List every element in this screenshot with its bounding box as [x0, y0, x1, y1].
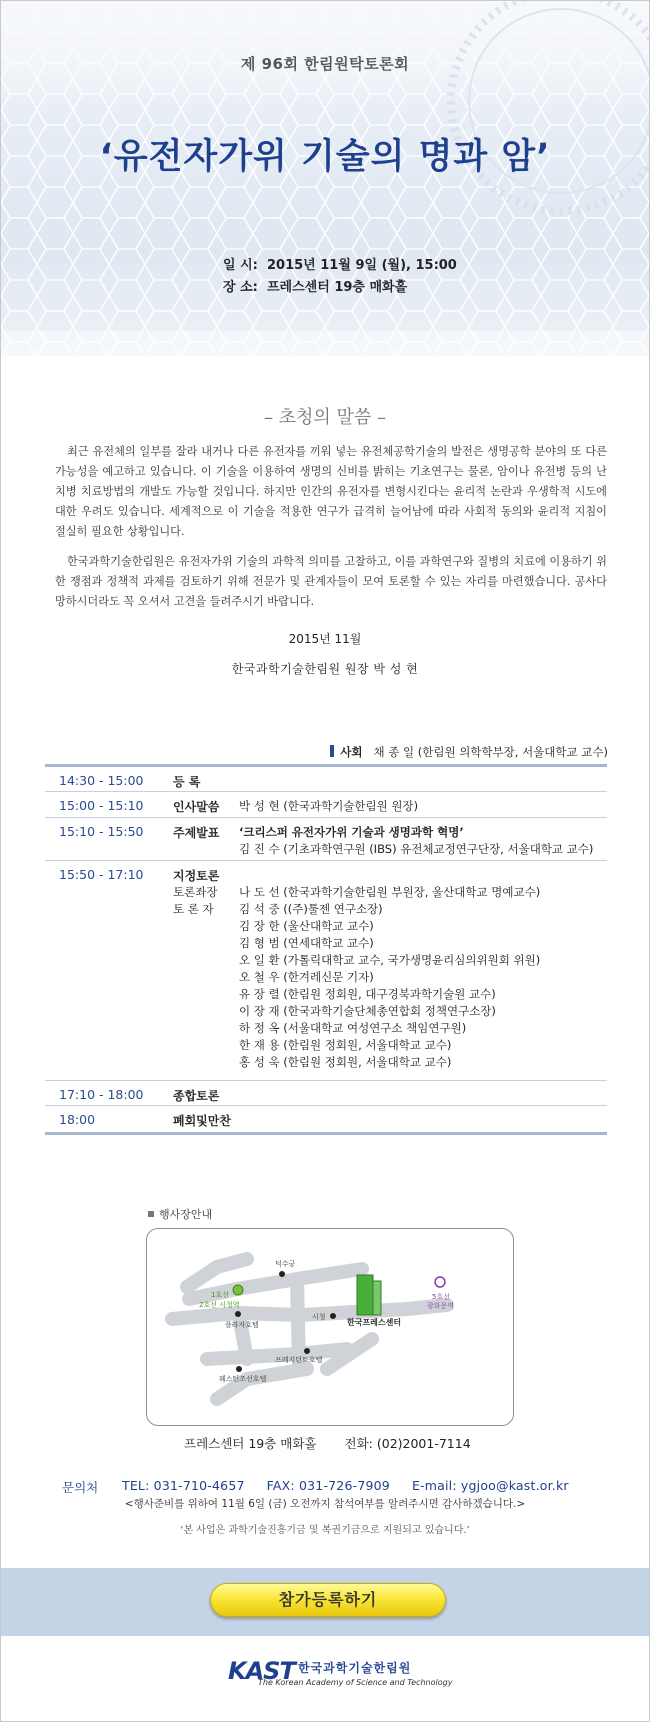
- program-time: 15:00 - 15:10: [59, 798, 144, 813]
- program-row: [45, 1081, 607, 1106]
- map-section-label: [148, 1206, 212, 1222]
- program-label: 폐회및만찬: [173, 1114, 231, 1128]
- program-time: 15:10 - 15:50: [59, 824, 144, 839]
- logo-english-name: The Korean Academy of Science and Technology: [258, 1678, 453, 1687]
- program-time: 15:50 - 17:10: [59, 867, 144, 882]
- map-text-plaza: 플라자호텔: [225, 1321, 259, 1329]
- panel-member: 홍 성 욱 (한림원 정회원, 서울대학교 교수): [239, 1055, 452, 1069]
- program-detail: 김 진 수 (기초과학연구원 (IBS) 유전체교정연구단장, 서울대학교 교수): [239, 842, 594, 856]
- map-text-line5: 5호선: [432, 1293, 450, 1301]
- press-center-building-icon: [357, 1275, 373, 1315]
- event-place: [223, 276, 407, 295]
- moderator-label: 사회: [340, 745, 363, 759]
- program-row: [45, 818, 607, 861]
- marker-dot: [236, 1366, 242, 1372]
- contact-values: [122, 1478, 591, 1493]
- invitation-paragraph-1: 최근 유전체의 일부를 잘라 내거나 다른 유전자를 끼워 넣는 유전체공학기술의 발전은 생명공학 분야의 또 다른 가능성을 예고하고 있습니다. 이 기술을 이용하여 생명의 신비를 밝히는 기초연구는 물론, 암이나 유전병 등의 난치병 치료방법의 개발도 가능할 것입니다. 하지만 인간의 유전자를 변형시킨다는 윤리적 논란과 우생학적 시도에 대한 우려도 있습니다. 세계적으로 이 기술을 적용한 연구가 급격히 늘어남에 따라 사회적 동의와 윤리적 지침이 절실히 필요한 상황입니다.: [55, 445, 607, 538]
- program-time: 14:30 - 15:00: [59, 773, 144, 788]
- program-label: 등 록: [173, 775, 201, 789]
- invitation-title: – 초청의 말씀 –: [263, 407, 387, 428]
- program-label: 종합토론: [173, 1089, 220, 1103]
- contact-tel: TEL: 031-710-4657: [122, 1478, 245, 1493]
- funding-note: ‘본 사업은 과학기술진흥기금 및 복권기금으로 지원되고 있습니다.’: [180, 1525, 470, 1536]
- moderator-line: [330, 744, 608, 760]
- marker-dot: [330, 1313, 336, 1319]
- program-table: [45, 764, 607, 1135]
- event-date: [223, 254, 457, 273]
- marker-dot: [304, 1348, 310, 1354]
- contact-label: 문의처: [62, 1480, 99, 1495]
- panel-member: 오 철 우 (한겨레신문 기자): [239, 970, 374, 984]
- map-caption: [184, 1434, 471, 1452]
- map-text-deoksugung: 덕수궁: [275, 1260, 296, 1268]
- subway-marker: [435, 1277, 445, 1287]
- logo-kast: KAST: [228, 1657, 295, 1685]
- map-text-president: 프레지던트호텔: [275, 1356, 323, 1364]
- subway-marker: [233, 1285, 243, 1295]
- square-bullet-icon: [148, 1211, 154, 1217]
- program-sub-panel: 토 론 자: [173, 902, 214, 916]
- program-label: 지정토론: [173, 869, 220, 883]
- event-number: 제 96회 한림원탁토론회: [240, 55, 410, 73]
- moderator-name: 채 종 일: [373, 745, 415, 759]
- program-sub-chair: 토론좌장: [173, 885, 218, 899]
- program-row: [45, 1106, 607, 1132]
- moderator-affiliation: (한림원 의학학부장, 서울대학교 교수): [417, 745, 608, 759]
- marker-dot: [279, 1271, 285, 1277]
- contact-fax: FAX: 031-726-7909: [266, 1478, 390, 1493]
- program-label: 인사말씀: [173, 800, 220, 814]
- panel-member: 나 도 선 (한국과학기술한림원 부원장, 울산대학교 명예교수): [239, 885, 541, 899]
- press-center-building-side: [373, 1281, 381, 1315]
- program-row: [45, 792, 607, 818]
- marker-dot: [235, 1311, 241, 1317]
- map-caption-tel: 전화: (02)2001-7114: [344, 1436, 471, 1451]
- contact-email[interactable]: E-mail: ygjoo@kast.or.kr: [411, 1478, 569, 1493]
- page-title: ‘유전자가위 기술의 명과 암’: [99, 137, 551, 177]
- program-time: 17:10 - 18:00: [59, 1087, 144, 1102]
- venue-map: [146, 1228, 514, 1426]
- panel-member: 이 장 재 (한국과학기술단체총연합회 정책연구소장): [239, 1004, 496, 1018]
- panel-member: 한 재 용 (한림원 정회원, 서울대학교 교수): [239, 1038, 452, 1052]
- map-text-cityhall: 시청: [312, 1313, 326, 1321]
- register-button[interactable]: 참가등록하기: [210, 1583, 446, 1617]
- date-value: 2015년 11월 9일 (월), 15:00: [267, 258, 457, 273]
- program-label: 주제발표: [173, 826, 220, 840]
- panel-member: 김 석 중 ((주)툴젠 연구소장): [239, 902, 383, 916]
- program-row: [45, 767, 607, 792]
- map-text-line1: 1호선: [211, 1291, 229, 1299]
- panel-member: 유 장 렬 (한림원 정회원, 대구경북과학기술원 교수): [239, 987, 496, 1001]
- program-detail: 박 성 현 (한국과학기술한림원 원장): [239, 799, 419, 813]
- moderator-bar-icon: [330, 745, 334, 757]
- program-topic-title: ‘크리스퍼 유전자가위 기술과 생명과학 혁명’: [239, 825, 464, 839]
- invitation-signer: 한국과학기술한림원 원장 박 성 현: [231, 662, 419, 676]
- map-text-line2: 2호선 시청역: [199, 1301, 240, 1309]
- panel-member: 김 형 범 (연세대학교 교수): [239, 936, 374, 950]
- map-caption-place: 프레스센터 19층 매화홀: [184, 1436, 317, 1451]
- panel-member: 하 정 옥 (서울대학교 여성연구소 책임연구원): [239, 1021, 467, 1035]
- map-section-title: 행사장안내: [159, 1208, 213, 1221]
- program-row: [45, 861, 607, 1081]
- rsvp-note: <행사준비를 위하여 11월 6일 (금) 오전까지 참석여부를 알려주시면 감사하겠습니다.>: [124, 1498, 526, 1510]
- map-text-westin: 웨스틴조선호텔: [219, 1375, 267, 1383]
- logo-korean-name: 한국과학기술한림원: [298, 1661, 412, 1675]
- invitation-paragraph-2: 한국과학기술한림원은 유전자가위 기술의 과학적 의미를 고찰하고, 이를 과학연구와 질병의 치료에 이용하기 위한 쟁점과 정책적 과제를 검토하기 위해 전문가 및 관계자들이 모여 토론할 수 있는 자리를 마련했습니다. 공사다망하시더라도 꼭 오셔서 고견을 들려주시기 바랍니다.: [55, 555, 607, 608]
- place-value: 프레스센터 19층 매화홀: [267, 280, 408, 295]
- map-roads: [172, 1259, 447, 1399]
- place-key: 장 소:: [223, 280, 258, 295]
- panel-member: 오 일 환 (가톨릭대학교 교수, 국가생명윤리심의위원회 위원): [239, 953, 541, 967]
- date-key: 일 시:: [223, 258, 258, 273]
- invitation-date: 2015년 11월: [288, 632, 362, 646]
- map-text-gwanghwamun: 광화문역: [427, 1302, 455, 1310]
- header-banner: [1, 1, 649, 356]
- program-time: 18:00: [59, 1112, 96, 1127]
- map-drawing: [147, 1229, 514, 1426]
- panel-member: 김 장 한 (울산대학교 교수): [239, 919, 374, 933]
- map-text-pressctr: 한국프레스센터: [347, 1318, 402, 1327]
